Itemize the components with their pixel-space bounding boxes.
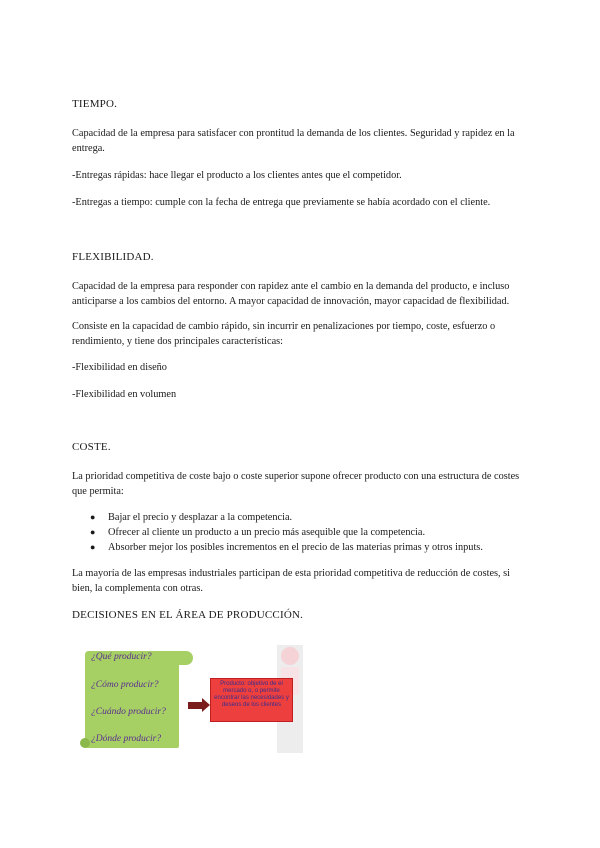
- question-what: ¿Qué producir?: [91, 652, 152, 662]
- list-item: [72, 510, 528, 525]
- bullet-icon: ●: [90, 542, 96, 552]
- paragraph: La prioridad competitiva de coste bajo o coste superior supone ofrecer producto con una estructura de costes que permita:: [72, 471, 520, 497]
- bullet-list: [72, 510, 528, 555]
- paragraph: -Entregas a tiempo: cumple con la fecha de entrega que previamente se había acordado con el cliente.: [72, 197, 491, 208]
- paragraph: Capacidad de la empresa para satisfacer con prontitud la demanda de los clientes. Seguridad y rapidez en la entrega.: [72, 128, 515, 154]
- paragraph: Consiste en la capacidad de cambio rápido, sin incurrir en penalizaciones por tiempo, coste, esfuerzo o rendimiento, y tiene dos principales características:: [72, 321, 496, 347]
- scroll-curl: [80, 738, 90, 748]
- list-item-text: Absorber mejor los posibles incrementos en el precio de las materias primas y otros inputs.: [108, 542, 483, 553]
- section-heading-decisiones: DECISIONES EN EL ÁREA DE PRODUCCIÓN.: [72, 609, 304, 621]
- list-item-text: Bajar el precio y desplazar a la competencia.: [108, 512, 293, 523]
- section-heading-tiempo: TIEMPO.: [72, 98, 118, 110]
- product-objective-box: Producto: objetivo de el mercado o, o permite encontrar las necesidades y deseos de los clientes: [210, 678, 293, 722]
- paragraph: La mayoría de las empresas industriales participan de esta prioridad competitiva de reducción de costes, si bien, la complementa con otras.: [72, 568, 511, 594]
- document-body: [72, 97, 528, 623]
- arrow-right-icon: [188, 702, 204, 709]
- paragraph: -Flexibilidad en diseño: [72, 362, 167, 373]
- production-decisions-diagram: [75, 645, 305, 755]
- decorative-circle: [281, 647, 299, 665]
- list-item: [72, 525, 528, 540]
- list-item: [72, 540, 528, 555]
- paragraph: -Flexibilidad en volumen: [72, 389, 177, 400]
- question-how: ¿Cómo producir?: [91, 680, 159, 690]
- list-item-text: Ofrecer al cliente un producto a un precio más asequible que la competencia.: [108, 527, 426, 538]
- bullet-icon: ●: [90, 527, 96, 537]
- question-when: ¿Cuándo producir?: [91, 707, 166, 717]
- paragraph: Capacidad de la empresa para responder con rapidez ante el cambio en la demanda del producto, e incluso anticiparse a los cambios del entorno. A mayor capacidad de innovación, mayor capacidad de flexibilidad.: [72, 281, 510, 307]
- section-heading-coste: COSTE.: [72, 441, 111, 453]
- paragraph: -Entregas rápidas: hace llegar el producto a los clientes antes que el competidor.: [72, 170, 402, 181]
- question-where: ¿Dónde producir?: [91, 734, 162, 744]
- section-heading-flexibilidad: FLEXIBILIDAD.: [72, 251, 154, 263]
- bullet-icon: ●: [90, 512, 96, 522]
